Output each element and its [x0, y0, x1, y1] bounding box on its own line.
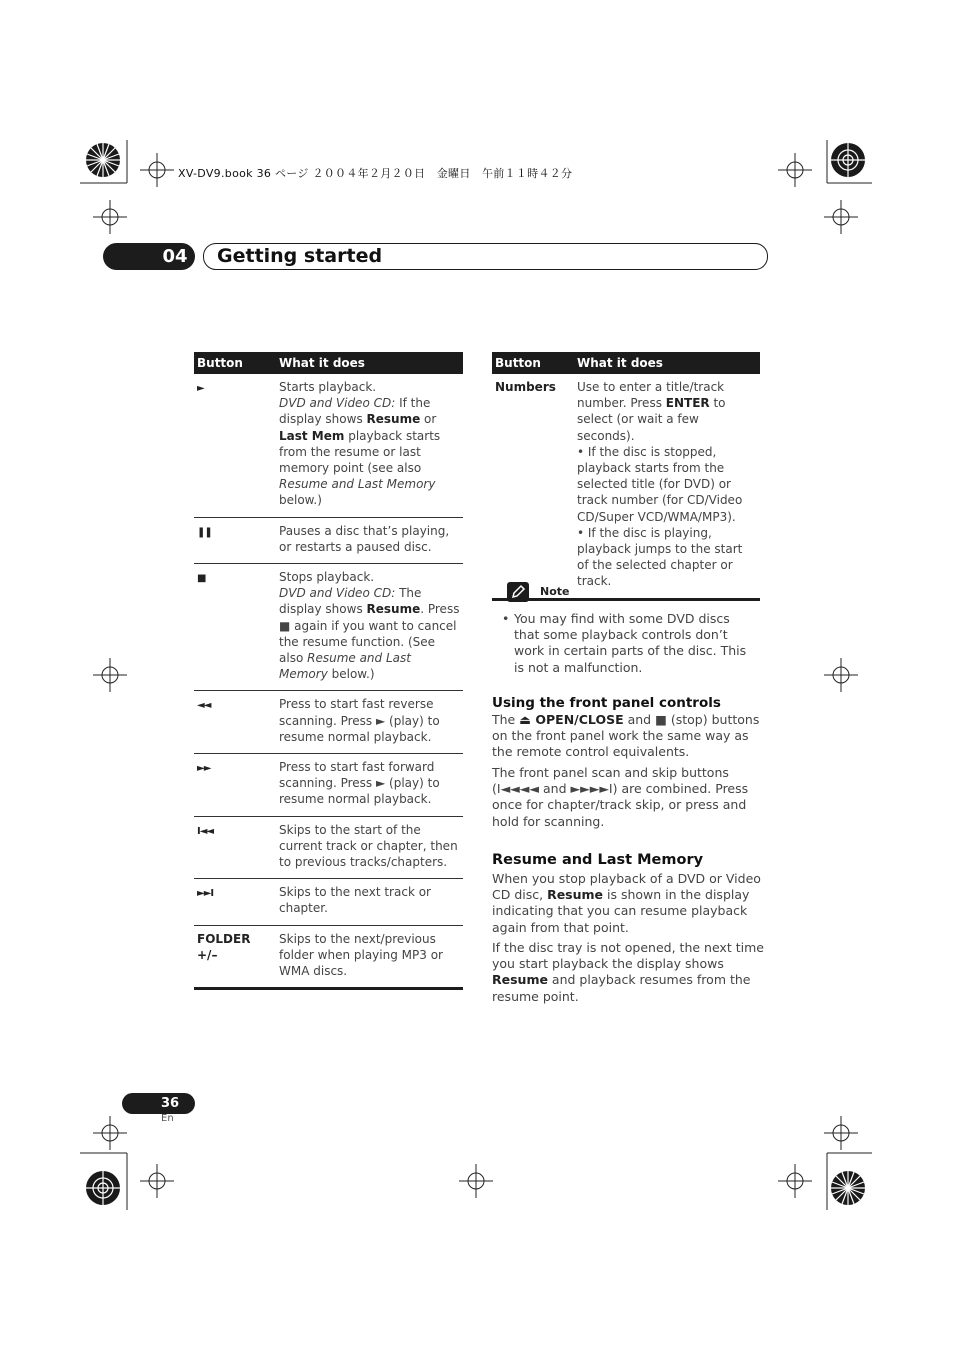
skip-forward-icon: ►►I [197, 888, 214, 900]
pause-desc: Pauses a disc that’s playing, or restarts a paused disc. [279, 523, 450, 554]
print-info: XV-DV9.book 36 ページ ２００４年２月２０日 金曜日 午前１１時４２分 [178, 167, 573, 180]
resume-p1-b: Resume [547, 887, 604, 903]
table-row [194, 374, 463, 517]
front-panel-p1 [492, 712, 764, 761]
table-row [194, 564, 463, 691]
note-bullet: • [502, 611, 510, 626]
numbers-enter: ENTER [665, 396, 710, 411]
folder-label: FOLDER +/– [197, 931, 251, 962]
resume-p2 [492, 940, 764, 1005]
chapter-number: 04 [162, 246, 188, 267]
stop-italic2: Resume and Last Memory [279, 651, 411, 682]
play-text3: playback starts from the resume or last memory point (see also [279, 428, 441, 476]
table-row [492, 374, 760, 599]
folder-desc: Skips to the next/previous folder when playing MP3 or WMA discs. [279, 931, 443, 979]
play-bold1: Resume [366, 412, 421, 427]
remote-buttons-table [194, 352, 463, 990]
stop-bold1: Resume [366, 602, 421, 617]
play-icon: ► [197, 383, 204, 394]
rew-desc: Press to start fast reverse scanning. Press ► (play) to resume normal playback. [279, 697, 440, 744]
stop-text1: The display shows [279, 586, 422, 617]
resume-p1 [492, 871, 764, 936]
front-panel-p2: The front panel scan and skip buttons (I◄◄◄◄ and ►►►►I) are combined. Press once for chapter/track skip, or press and hold for scanning. [492, 765, 749, 829]
numbers-bullet2: • If the disc is playing, playback jumps to the start of the selected chapter or track. [577, 525, 743, 589]
table-row [194, 517, 463, 563]
note-label: Note [540, 585, 570, 598]
play-italic1: DVD and Video CD: [279, 396, 396, 411]
resume-p2-a: If the disc tray is not opened, the next time you start playback the display shows [492, 940, 764, 972]
numbers-label: Numbers [495, 380, 556, 394]
play-text1: If the display shows [279, 396, 431, 427]
play-bold2: Last Mem [279, 428, 345, 443]
play-text4: below.) [279, 493, 322, 508]
col-header-what: What it does [276, 352, 463, 374]
ff-desc: Press to start fast forward scanning. Press ► (play) to resume normal playback. [279, 760, 440, 807]
fp-open-close: ⏏ OPEN/CLOSE [519, 712, 624, 727]
next-desc: Skips to the next track or chapter. [279, 885, 431, 916]
numbers-bullet1: • If the disc is stopped, playback starts from the selected title (for DVD) or track number (for CD/Video CD/Super VCD/WMA/MP3). [577, 444, 743, 524]
resume-heading: Resume and Last Memory [492, 852, 704, 868]
resume-p1-a: When you stop playback of a DVD or Video CD disc, [492, 871, 761, 903]
page-language: En [161, 1113, 174, 1124]
table-row [194, 691, 463, 754]
table-row [194, 754, 463, 817]
stop-text3: below.) [327, 667, 375, 682]
numbers-text1: Use to enter a title/track number. Press [577, 380, 725, 411]
resume-p1-c: is shown in the display indicating that you can resume playback again from that point. [492, 887, 750, 935]
play-text2: or [420, 412, 437, 427]
note-text: You may find with some DVD discs that some playback controls don’t work in certain parts of the disc. This is not a malfunction. [514, 611, 747, 675]
stop-line1: Stops playback. [279, 570, 375, 585]
fp-p1-c: and ■ (stop) buttons on the front panel work the same way as the remote control equivalents. [492, 712, 760, 760]
note-item [502, 611, 757, 676]
pencil-note-icon [507, 582, 529, 602]
numbers-text2: to select (or wait a few seconds). [577, 396, 726, 443]
prev-desc: Skips to the start of the current track or chapter, then to previous tracks/chapters. [279, 822, 458, 870]
resume-p2-c: and playback resumes from the resume point. [492, 972, 751, 1004]
stop-italic1: DVD and Video CD: [279, 586, 396, 601]
rewind-icon: ◄◄ [197, 700, 211, 712]
fast-forward-icon: ►► [197, 763, 211, 775]
table-row [194, 879, 463, 925]
play-line1: Starts playback. [279, 380, 377, 394]
pause-icon: ❚❚ [197, 526, 212, 538]
col-header-what-2: What it does [574, 352, 760, 374]
col-header-button: Button [194, 352, 276, 374]
resume-p2-b: Resume [492, 972, 548, 988]
stop-icon: ■ [197, 573, 206, 585]
fp-p1-a: The [492, 712, 520, 727]
skip-back-icon: I◄◄ [197, 825, 214, 837]
stop-text2: . Press ■ again if you want to cancel the resume function. (See also [279, 602, 460, 666]
table-row [194, 925, 463, 989]
play-italic2: Resume and Last Memory [279, 477, 436, 492]
page-number: 36 [160, 1096, 180, 1111]
numbers-table [492, 352, 760, 601]
chapter-title: Getting started [217, 245, 383, 267]
table-row [194, 816, 463, 879]
front-panel-heading: Using the front panel controls [492, 695, 721, 711]
col-header-button-2: Button [492, 352, 574, 374]
